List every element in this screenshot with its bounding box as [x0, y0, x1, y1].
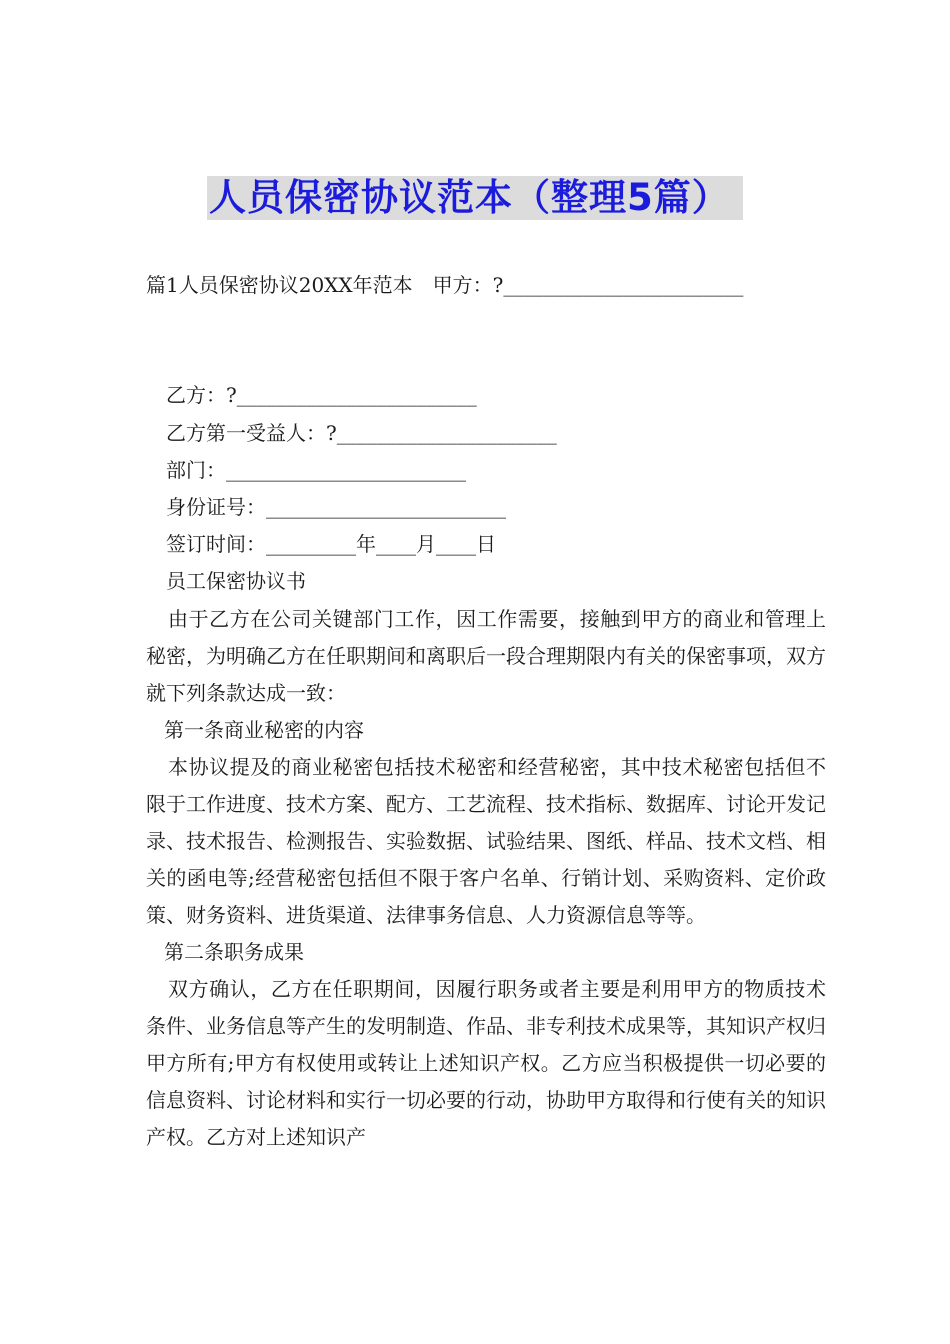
field-id-number: 身份证号：________________________	[166, 495, 506, 519]
field-sign-date: 签订时间：_________年____月____日	[166, 532, 496, 556]
paragraph-intro: 由于乙方在公司关键部门工作，因工作需要，接触到甲方的商业和管理上秘密，为明确乙方在任职期间和离职后一段合理期限内有关的保密事项，双方就下列条款达成一致：	[146, 607, 826, 705]
document-title: 人员保密协议范本（整理5篇）	[207, 176, 743, 220]
intro-line: 篇1人员保密协议20XX年范本 甲方：?________________________	[146, 273, 744, 297]
agreement-heading: 员工保密协议书	[166, 569, 306, 593]
section-heading-2: 第二条职务成果	[164, 940, 304, 964]
field-party-b: 乙方：?________________________	[166, 383, 477, 407]
section-heading-1: 第一条商业秘密的内容	[164, 718, 364, 742]
field-beneficiary: 乙方第一受益人：?______________________	[166, 421, 557, 445]
paragraph-section-1: 本协议提及的商业秘密包括技术秘密和经营秘密，其中技术秘密包括但不限于工作进度、技术方案、配方、工艺流程、技术指标、数据库、讨论开发记录、技术报告、检测报告、实验数据、试验结果、图纸、样品、技术文档、相关的函电等;经营秘密包括但不限于客户名单、行销计划、采购资料、定价政策、财务资料、进货渠道、法律事务信息、人力资源信息等等。	[146, 755, 826, 927]
paragraph-section-2: 双方确认，乙方在任职期间，因履行职务或者主要是利用甲方的物质技术条件、业务信息等产生的发明制造、作品、非专利技术成果等，其知识产权归甲方所有;甲方有权使用或转让上述知识产权。乙方应当积极提供一切必要的信息资料、讨论材料和实行一切必要的行动，协助甲方取得和行使有关的知识产权。乙方对上述知识产	[146, 977, 826, 1149]
field-department: 部门：________________________	[166, 458, 466, 482]
document-body	[146, 601, 826, 1156]
